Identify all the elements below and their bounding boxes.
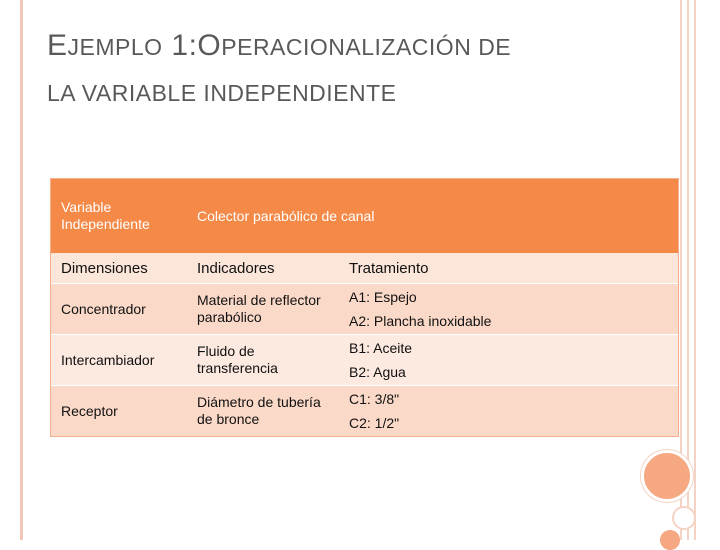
treatment-cell	[339, 284, 678, 335]
treatment-item: C2: 1/2"	[349, 415, 400, 431]
treatment-cell	[339, 335, 678, 386]
operationalization-table	[50, 178, 679, 437]
column-header-tratamiento: Tratamiento	[339, 253, 678, 284]
dimension-cell: Concentrador	[51, 284, 187, 335]
title-line-1	[47, 22, 647, 71]
table-row	[51, 386, 678, 437]
indicator-cell: Diámetro de tubería de bronce	[187, 386, 339, 437]
table-row	[51, 335, 678, 386]
title-number: 1:	[171, 29, 198, 62]
column-header-indicadores: Indicadores	[187, 253, 339, 284]
treatment-item: A1: Espejo	[349, 289, 417, 305]
header-value: Colector parabólico de canal	[187, 179, 678, 253]
title-word-2-initial: O	[197, 29, 222, 62]
title-word-2-rest: PERACIONALIZACIÓN DE	[221, 34, 512, 60]
dimension-cell: Receptor	[51, 386, 187, 437]
column-header-dimensiones: Dimensiones	[51, 253, 187, 284]
indicator-cell: Fluido de transferencia	[187, 335, 339, 386]
column-headers-row	[51, 253, 678, 284]
treatment-item: B2: Agua	[349, 364, 406, 380]
table-row	[51, 284, 678, 335]
treatment-item: A2: Plancha inoxidable	[349, 313, 492, 329]
slide-title	[47, 22, 647, 115]
left-decorative-rule	[20, 0, 23, 540]
variable-table	[51, 179, 678, 436]
treatment-item: B1: Aceite	[349, 340, 413, 356]
title-word-1-rest: JEMPLO	[67, 34, 163, 60]
treatment-cell	[339, 386, 678, 437]
decorative-circle-bottom	[660, 530, 680, 550]
decorative-circle-large	[641, 450, 693, 502]
indicator-cell: Material de reflector parabólico	[187, 284, 339, 335]
header-label: Variable Independiente	[51, 179, 187, 253]
title-word-1-initial: E	[47, 29, 68, 62]
dimension-cell: Intercambiador	[51, 335, 187, 386]
title-line-2: LA VARIABLE INDEPENDIENTE	[47, 80, 397, 106]
table-header-row	[51, 179, 678, 253]
treatment-item: C1: 3/8"	[349, 391, 400, 407]
decorative-circle-small	[672, 506, 696, 530]
